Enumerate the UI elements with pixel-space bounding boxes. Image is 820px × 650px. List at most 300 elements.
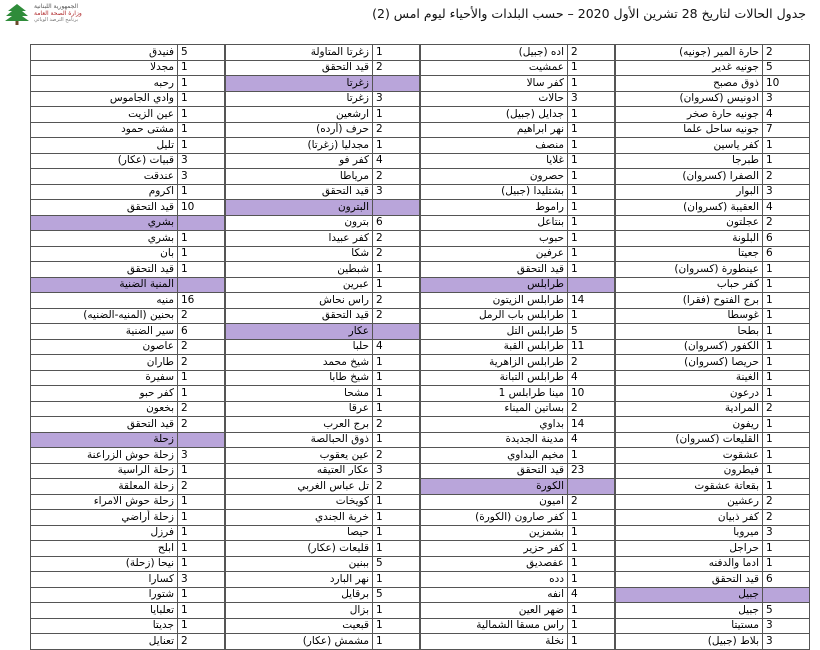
locality-name: راس مسقا الشمالية (421, 618, 568, 634)
table-row (616, 432, 810, 448)
table-row (421, 107, 615, 123)
cedar-icon (4, 3, 30, 25)
locality-name: مينا طرابلس 1 (421, 386, 568, 402)
table-row (616, 324, 810, 340)
district-header-row (616, 587, 810, 603)
case-count: 5 (178, 45, 225, 61)
table-row (421, 262, 615, 278)
locality-name: درعون (616, 386, 763, 402)
locality-name: جديتا (31, 618, 178, 634)
table-row (226, 138, 420, 154)
table-row (31, 634, 225, 650)
case-count: 1 (373, 494, 420, 510)
logo-text (34, 3, 82, 24)
table-row (226, 215, 420, 231)
locality-name: كفر حباب (616, 277, 763, 293)
table-row (616, 169, 810, 185)
case-count: 4 (763, 107, 810, 123)
locality-name: قليعات (عكار) (226, 541, 373, 557)
table-row (616, 293, 810, 309)
locality-name: كفر عبيدا (226, 231, 373, 247)
locality-name: طرابلس التل (421, 324, 568, 340)
case-count: 1 (763, 293, 810, 309)
case-count: 1 (568, 556, 615, 572)
table-row (226, 556, 420, 572)
table-row (226, 603, 420, 619)
case-count: 1 (568, 618, 615, 634)
locality-name: طرابلس الزاهرية (421, 355, 568, 371)
case-count: 1 (568, 634, 615, 650)
case-count: 1 (178, 618, 225, 634)
case-count: 1 (763, 324, 810, 340)
case-count: 1 (763, 308, 810, 324)
locality-name: الغينة (616, 370, 763, 386)
table-column-block (30, 44, 225, 650)
locality-name: مخيم البداوي (421, 448, 568, 464)
locality-name: قيد التحقق (616, 572, 763, 588)
table-row (226, 262, 420, 278)
table-row (226, 510, 420, 526)
case-count: 4 (568, 370, 615, 386)
case-count: 1 (763, 370, 810, 386)
table-row (616, 122, 810, 138)
district-header-row (226, 200, 420, 216)
case-count: 2 (373, 417, 420, 433)
table-row (31, 541, 225, 557)
case-count: 2 (178, 308, 225, 324)
locality-name: ضهر العين (421, 603, 568, 619)
case-count: 1 (373, 262, 420, 278)
district-header-row (226, 76, 420, 92)
logo-line-1: الجمهورية اللبنانية (34, 3, 79, 10)
locality-name: عندقت (31, 169, 178, 185)
case-count: 2 (373, 448, 420, 464)
table-row (31, 138, 225, 154)
case-count: 1 (373, 634, 420, 650)
case-count: 2 (763, 169, 810, 185)
locality-name: رحبه (31, 76, 178, 92)
table-row (31, 587, 225, 603)
locality-name: المنية الضنية (31, 277, 178, 293)
case-count: 2 (568, 45, 615, 61)
case-count: 4 (568, 587, 615, 603)
locality-name: قيد التحقق (226, 184, 373, 200)
case-count: 1 (373, 603, 420, 619)
table-row (421, 60, 615, 76)
locality-name: بشتليدا (جبيل) (421, 184, 568, 200)
case-count: 3 (178, 153, 225, 169)
locality-name: غلايا (421, 153, 568, 169)
locality-name: قبيات (عكار) (31, 153, 178, 169)
table-row (226, 386, 420, 402)
locality-name: مستيتا (616, 618, 763, 634)
table-row (421, 401, 615, 417)
locality-name: كفر حبو (31, 386, 178, 402)
table-row (31, 107, 225, 123)
locality-name: عكار (226, 324, 373, 340)
table-row (616, 494, 810, 510)
locality-name: الصفرا (كسروان) (616, 169, 763, 185)
table-row (616, 417, 810, 433)
district-header-row (31, 432, 225, 448)
table-row (226, 525, 420, 541)
case-count: 1 (178, 231, 225, 247)
table-row (421, 324, 615, 340)
table-row (226, 184, 420, 200)
table-row (31, 494, 225, 510)
locality-name: كسارا (31, 572, 178, 588)
locality-name: تعلبايا (31, 603, 178, 619)
locality-name: منصف (421, 138, 568, 154)
case-count: 1 (763, 386, 810, 402)
locality-name: رعشين (616, 494, 763, 510)
case-count: 1 (373, 277, 420, 293)
case-count: 1 (373, 355, 420, 371)
case-count: 1 (178, 556, 225, 572)
case-count: 6 (763, 231, 810, 247)
case-count: 1 (373, 541, 420, 557)
locality-name: تليل (31, 138, 178, 154)
case-count: 1 (568, 603, 615, 619)
table-row (226, 572, 420, 588)
table-row (226, 107, 420, 123)
locality-name: العقيبة (كسروان) (616, 200, 763, 216)
table-row (616, 308, 810, 324)
table-row (31, 370, 225, 386)
table-row (421, 463, 615, 479)
case-count: 2 (178, 634, 225, 650)
case-count: 1 (178, 60, 225, 76)
case-count: 4 (568, 432, 615, 448)
case-count: 14 (568, 293, 615, 309)
case-count: 5 (568, 324, 615, 340)
locality-name: نيحا (زحلة) (31, 556, 178, 572)
locality-name: برج العرب (226, 417, 373, 433)
case-count: 1 (763, 463, 810, 479)
table-row (421, 308, 615, 324)
case-count: 1 (373, 370, 420, 386)
table-row (226, 618, 420, 634)
locality-name: جونيه ساحل علما (616, 122, 763, 138)
locality-name: نهر ابراهيم (421, 122, 568, 138)
case-count: 1 (178, 138, 225, 154)
locality-name: طرابلس (421, 277, 568, 293)
table-row (226, 308, 420, 324)
locality-name: شيخ محمد (226, 355, 373, 371)
locality-name: برج الفتوح (فقرا) (616, 293, 763, 309)
table-row (421, 494, 615, 510)
case-count: 2 (373, 293, 420, 309)
table-row (226, 479, 420, 495)
locality-name: عرقا (226, 401, 373, 417)
district-header-row (226, 324, 420, 340)
locality-name: زغرتا (226, 76, 373, 92)
case-count: 1 (568, 525, 615, 541)
case-count: 3 (178, 448, 225, 464)
locality-name: بلاط (جبيل) (616, 634, 763, 650)
case-count (178, 277, 225, 293)
table-row (421, 138, 615, 154)
locality-name: بشري (31, 215, 178, 231)
locality-name: ريفون (616, 417, 763, 433)
case-count: 1 (178, 603, 225, 619)
cases-table (32, 44, 810, 647)
locality-name: جونيه غدير (616, 60, 763, 76)
case-count: 10 (568, 386, 615, 402)
table-row (31, 339, 225, 355)
case-count: 1 (568, 76, 615, 92)
locality-name: شبطين (226, 262, 373, 278)
table-row (226, 122, 420, 138)
table-row (421, 200, 615, 216)
table-row (31, 262, 225, 278)
table-row (31, 246, 225, 262)
locality-name: عينطورة (كسروان) (616, 262, 763, 278)
case-count: 1 (763, 355, 810, 371)
locality-name: خربة الجندي (226, 510, 373, 526)
table-row (31, 417, 225, 433)
case-count: 1 (178, 463, 225, 479)
locality-name: قيد التحقق (226, 308, 373, 324)
case-count: 1 (178, 107, 225, 123)
locality-name: فيطرون (616, 463, 763, 479)
case-count: 1 (568, 541, 615, 557)
case-count: 2 (763, 401, 810, 417)
table-row (31, 308, 225, 324)
case-count: 1 (763, 479, 810, 495)
table-row (31, 60, 225, 76)
case-count: 1 (568, 308, 615, 324)
case-count: 1 (568, 215, 615, 231)
case-count: 1 (568, 246, 615, 262)
table-row (226, 463, 420, 479)
table-row (616, 401, 810, 417)
case-count: 2 (568, 355, 615, 371)
locality-name: الكورة (421, 479, 568, 495)
case-count: 2 (178, 417, 225, 433)
locality-name: شكا (226, 246, 373, 262)
case-count: 3 (763, 184, 810, 200)
table-row (421, 634, 615, 650)
case-count: 2 (373, 60, 420, 76)
locality-name: قيد التحقق (421, 463, 568, 479)
locality-name: راس نحاش (226, 293, 373, 309)
locality-name: ادما والدفنه (616, 556, 763, 572)
case-count: 4 (763, 200, 810, 216)
case-count: 1 (568, 448, 615, 464)
case-count: 1 (373, 525, 420, 541)
case-count: 16 (178, 293, 225, 309)
locality-name: جونيه حارة صخر (616, 107, 763, 123)
case-count: 3 (373, 463, 420, 479)
locality-name: زغرتا المتاولة (226, 45, 373, 61)
locality-name: زغرتا (226, 91, 373, 107)
table-row (226, 432, 420, 448)
locality-name: منيه (31, 293, 178, 309)
locality-name: ذوق الحبالصة (226, 432, 373, 448)
table-row (421, 525, 615, 541)
table-row (226, 587, 420, 603)
table-row (421, 246, 615, 262)
table-row (616, 355, 810, 371)
locality-name: حلبا (226, 339, 373, 355)
case-count: 1 (373, 618, 420, 634)
table-row (226, 339, 420, 355)
case-count: 2 (373, 308, 420, 324)
table-row (31, 355, 225, 371)
locality-name: طرابلس الزيتون (421, 293, 568, 309)
table-row (226, 417, 420, 433)
case-count (178, 215, 225, 231)
locality-name: قيد التحقق (226, 60, 373, 76)
locality-name: المرادية (616, 401, 763, 417)
table-row (616, 91, 810, 107)
locality-name: كفر ياسين (616, 138, 763, 154)
locality-name: ميروبا (616, 525, 763, 541)
district-header-row (31, 277, 225, 293)
case-count: 2 (763, 494, 810, 510)
locality-name: البلونة (616, 231, 763, 247)
table-row (616, 231, 810, 247)
table-row (421, 370, 615, 386)
locality-name: زحلة الراسية (31, 463, 178, 479)
table-row (226, 91, 420, 107)
table-row (226, 277, 420, 293)
case-count: 3 (373, 91, 420, 107)
locality-name: حالات (421, 91, 568, 107)
case-count: 14 (568, 417, 615, 433)
locality-name: عين يعقوب (226, 448, 373, 464)
table-row (421, 448, 615, 464)
locality-name: زحلة (31, 432, 178, 448)
case-count: 2 (178, 355, 225, 371)
locality-name: تل عباس الغربي (226, 479, 373, 495)
table-row (226, 45, 420, 61)
case-count: 3 (178, 572, 225, 588)
table-row (616, 45, 810, 61)
table-row (421, 293, 615, 309)
table-row (226, 634, 420, 650)
locality-name: مشمش (عكار) (226, 634, 373, 650)
case-count: 2 (373, 231, 420, 247)
page-title: جدول الحالات لتاريخ 28 تشرين الأول 2020 – حسب البلدات والأحياء ليوم امس (2) (372, 6, 806, 21)
table-row (31, 556, 225, 572)
case-count: 1 (568, 184, 615, 200)
case-count: 1 (178, 76, 225, 92)
case-count: 1 (178, 262, 225, 278)
case-count: 6 (178, 324, 225, 340)
locality-name: بخعون (31, 401, 178, 417)
locality-name: حيصا (226, 525, 373, 541)
table-row (31, 572, 225, 588)
table-row (421, 215, 615, 231)
table-row (31, 231, 225, 247)
locality-name: عرفين (421, 246, 568, 262)
locality-name: زحلة المعلقة (31, 479, 178, 495)
table-row (226, 60, 420, 76)
table-row (226, 293, 420, 309)
locality-name: بشمزين (421, 525, 568, 541)
table-row (616, 60, 810, 76)
case-count: 4 (373, 153, 420, 169)
locality-name: حصرون (421, 169, 568, 185)
locality-name: ادونيس (كسروان) (616, 91, 763, 107)
case-count: 1 (178, 587, 225, 603)
table-row (421, 603, 615, 619)
table-row (421, 541, 615, 557)
table-row (421, 355, 615, 371)
case-count: 1 (568, 200, 615, 216)
case-count: 1 (568, 153, 615, 169)
locality-name: انفه (421, 587, 568, 603)
case-count: 1 (373, 386, 420, 402)
case-count: 1 (178, 525, 225, 541)
locality-name: بان (31, 246, 178, 262)
table-row (616, 215, 810, 231)
locality-name: كفر ذبيان (616, 510, 763, 526)
case-count: 1 (568, 231, 615, 247)
locality-name: راموط (421, 200, 568, 216)
case-count: 1 (178, 246, 225, 262)
table-row (31, 324, 225, 340)
locality-name: طرابلس القبة (421, 339, 568, 355)
case-count: 1 (373, 510, 420, 526)
case-count: 11 (568, 339, 615, 355)
locality-name: اكروم (31, 184, 178, 200)
locality-name: فرزل (31, 525, 178, 541)
locality-name: طاران (31, 355, 178, 371)
case-count: 5 (763, 60, 810, 76)
case-count (373, 200, 420, 216)
case-count: 1 (178, 91, 225, 107)
case-count (373, 76, 420, 92)
table-row (226, 494, 420, 510)
table-row (421, 417, 615, 433)
case-count: 1 (568, 510, 615, 526)
case-count: 1 (763, 277, 810, 293)
case-count: 10 (763, 76, 810, 92)
locality-name: جبيل (616, 587, 763, 603)
locality-name: بساتين الميناء (421, 401, 568, 417)
locality-name: عشقوت (616, 448, 763, 464)
case-count: 1 (763, 138, 810, 154)
logo-line-2: وزارة الصحة العامة (34, 10, 82, 17)
table-row (616, 510, 810, 526)
locality-name: جبيل (616, 603, 763, 619)
locality-name: بداوي (421, 417, 568, 433)
locality-name: بنتاعل (421, 215, 568, 231)
table-row (421, 153, 615, 169)
case-count: 1 (568, 122, 615, 138)
table-row (616, 463, 810, 479)
locality-name: عكار العتيقه (226, 463, 373, 479)
locality-name: البترون (226, 200, 373, 216)
table-row (31, 386, 225, 402)
locality-name: بطحا (616, 324, 763, 340)
table-row (226, 231, 420, 247)
locality-name: زحلة حوش الامراء (31, 494, 178, 510)
table-row (616, 246, 810, 262)
locality-name: كفر صارون (الكورة) (421, 510, 568, 526)
table-row (31, 45, 225, 61)
table-row (226, 153, 420, 169)
locality-name: ارشعين (226, 107, 373, 123)
district-header-row (31, 215, 225, 231)
table-column-block (420, 44, 615, 650)
case-count: 5 (373, 556, 420, 572)
locality-name: مجدليا (زغرتا) (226, 138, 373, 154)
case-count: 6 (373, 215, 420, 231)
